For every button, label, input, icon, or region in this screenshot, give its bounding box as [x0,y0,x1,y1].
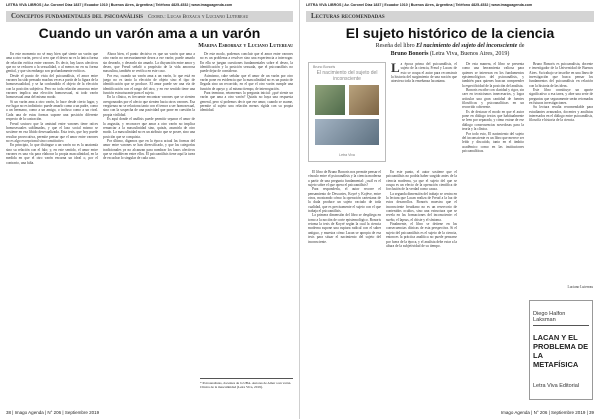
paragraph: La primera dimensión del libro se despliega en torno a la noción de corte epistemológico. Bonoris retoma la tesis de Koyré según la cual la ciencia moderna supone una ruptura radical con el saber antiguo, y muestra cómo Lacan se apropia de esa tesis para situar el nacimiento del sujeto del inconsciente. [308,213,381,244]
book-author-ref: Bruno Bonoris [390,50,429,57]
article-headline: Cuando un varón ama a un varón [38,25,261,41]
author-footnote: * Psicoanalistas, docentes de la UBA. Autores de Amar a un varón. Clínica de la masculinidad (Letra Viva, 2019). [200,378,293,389]
right-page [300,0,600,419]
paragraph: Su lectura resulta recomendable para estudiantes avanzados, docentes y analistas interesados en el diálogo entre psicoanálisis, filosofía e historia de la ciencia. [529,105,593,123]
publisher-ref: (Letra Viva, Buenos Aires, 2019) [428,50,510,57]
section-coordinators: Coord.: Lucas Boxaca y Luciano Lutereau [147,14,249,20]
paragraph: En este punto, el autor sostiene que el psicoanálisis no podría haber surgido antes de la ciencia moderna, ya que el sujeto del que se ocupa es un efecto de la operación científica de forclusión de la verdad como causa. [386,170,457,192]
paragraph: Es de destacar el modo en que el autor pone en diálogo textos que habitualmente se leen por separado, y cómo extrae de ese diálogo consecuencias novedosas para la teoría y la clínica. [462,109,524,132]
paragraph: Freud sostuvo que la amistad entre varones tiene raíces homosexuales sublimadas, y que el lazo social mismo se sostiene en esa libido desexualizada. Esta tesis, que hoy puede resultar provocativa, permite pensar que el amor entre varones no es algo excepcional sino constitutivo. [6,121,98,143]
page-footer: Imago Agenda | N° 206 | Septiembre 2019 | 39 [500,410,594,415]
paragraph: Por último, digamos que en la época actual las formas del amor entre varones se han diversificado, y que las categorías tradicionales ya no alcanzan para nombrar los lazos afectivos que se establecen entre ellos. El psicoanálisis tiene aquí la tarea de escuchar lo singular de cada caso. [103,138,195,161]
page-footer: 38 | Imago Agenda | N° 206 | Septiembre 2019 [6,410,100,415]
ad-publisher: Letra Viva Editorial [533,383,580,389]
text-column-3 [200,52,293,372]
ad-book-title: LACAN Y EL PROBLEMA DE LA METAFÍSICA [533,333,589,369]
paragraph: De esta manera, el libro se presenta como una herramienta valiosa para quienes se interesan en los fundamentos epistemológicos del psicoanálisis, y también para quienes buscan comprender la especificidad de la posición del analista. [462,62,524,88]
cover-title: El nacimiento del sujeto del inconsciente [316,70,378,82]
cover-photo [349,85,379,115]
paragraph: Para terminar, retomemos la pregunta inicial: ¿qué siente un varón que ama a otro varón? Quizás no haya una respuesta general, pero sí podemos decir que ese amor, cuando se asume, permite al sujeto una relación menos rígida con su propia identidad. [200,91,293,113]
paragraph: Bonoris escribe con claridad y rigor, sin caer en tecnicismos innecesarios, y logra articular una gran cantidad de fuentes filosóficas y psicoanalíticas en un recorrido coherente. [462,88,524,110]
cover-publisher: Letra Viva [339,153,355,157]
page-header-strip: LETRA VIVA LIBROS | Av. Coronel Díaz 1837 | Ecuador 1010 | Buenos Aires, Argentina | Teléfono 4825-4532 | www.imagoagenda.com [306,3,533,7]
paragraph: Ahora bien, el punto decisivo es que un varón que ama a otro varón no necesariamente desea a ese varón; puede amarlo sin desearlo, y desearlo sin amarlo. La disyunción entre amor y deseo, que Freud señaló a propósito de la vida amorosa masculina, también se verifica en este caso. [103,52,195,74]
drop-cap: L [391,62,400,75]
book-advertisement [529,300,593,400]
paragraph: Este libro constituye un aporte significativo a esa tarea, y abre una serie de preguntas que seguramente serán retomadas en futuras investigaciones. [529,88,593,106]
subtitle-prefix: Reseña del libro [375,43,417,49]
paragraph: En la clínica, es frecuente encontrar varones que se sienten avergonzados por el afecto que sienten hacia otros varones. Esa vergüenza no se relaciona tanto con el temor a ser homosexual, sino con la sospecha de una pasividad que pone en cuestión la propia virilidad. [103,95,195,117]
reviewer-signature: Luciano Lutereau [567,285,593,289]
section-title: Conceptos fundamentales del psicoanálisis [11,12,144,20]
cover-photo [315,85,345,115]
paragraph: Por eso, cuando un varón ama a un varón, lo que está en juego no es tanto la elección de objeto sino el tipo de identificación que se produce. El amor puede ser una vía de identificación con el rasgo del otro, y en ese sentido tiene una función estructurante para el sujeto. [103,73,195,96]
paragraph: La segunda dimensión del trabajo se centra en la lectura que Lacan realiza de Freud a la luz de estos desarrollos. Bonoris muestra que el inconsciente freudiano no es un reservorio de contenidos ocultos, sino una estructura que se revela en las formaciones del inconsciente: el sueño, el lapsus, el chiste y el síntoma. [386,191,457,222]
section-banner [6,11,293,22]
review-subtitle [308,43,592,58]
text-column-1 [6,52,98,402]
paragraph: Finalmente, el libro se detiene en las consecuencias clínicas de esta perspectiva. Si el sujeto del psicoanálisis es el sujeto de la ciencia, entonces la práctica analítica no puede pensarse por fuera de la época, y el analista debe estar a la altura de la subjetividad de su tiempo. [386,222,457,248]
text-column-3 [462,62,524,402]
text-column-2 [386,170,457,402]
paragraph: Si un varón ama a otro varón, lo hace desde cierto lugar, y ese lugar no es indistinto: puede amarlo como a un padre, como a un hermano, como a un amigo, o incluso como a un rival. Cada una de estas formas supone una posición diferente respecto de la castración. [6,99,98,122]
paragraph: Por todo esto, El nacimiento del sujeto del inconsciente es un libro que merece ser leído y discutido, tanto en el ámbito académico como en las instituciones psicoanalíticas. [462,131,524,153]
paragraph: Es aquí donde el análisis puede permitir separar el amor de la angustia, y reconocer que amar a otro varón no implica renunciar a la masculinidad sino, quizás, asumirla de otro modo. La masculinidad no es un atributo que se posee, sino una posición que se conquista. [103,117,195,139]
paragraph: El libro de Bruno Bonoris nos permite pensar el vínculo entre el psicoanálisis y la ciencia moderna a partir de una pregunta fundamental: ¿cuál es el sujeto sobre el que opera el psicoanálisis? [308,170,381,188]
paragraph: Para responderla, el autor recorre el pensamiento de Descartes, Koyré y Kojève, entre otros, mostrando cómo la operación cartesiana de la duda produce un sujeto vaciado de toda cualidad, que es precisamente el sujeto con el que trabaja el psicoanálisis. [308,187,381,214]
book-cover-image [308,62,386,162]
subtitle-connector: de [517,43,525,49]
section-title: Lecturas recomendadas [311,12,385,20]
article-byline: Marina Esborraz y Luciano Lutereau [198,43,293,49]
paragraph: En este momento no sé muy bien qué siente un varón que ama a otro varón, pero sí creo que el deseo no es la única forma de relación erótica entre varones. Es decir, hay lazos afectivos que no se reducen a la sexualidad, o al menos no en su forma genital, y que sin embargo son profundamente eróticos. [6,52,98,74]
page-header-strip: LETRA VIVA LIBROS | Av. Coronel Díaz 1837 | Ecuador 1010 | Buenos Aires, Argentina | Teléfono 4825-4532 | www.imagoagenda.com [6,3,233,7]
paragraph: De este modo, podemos concluir que el amor entre varones no es un problema a resolver sino una experiencia a interrogar. En ella se juegan cuestiones fundamentales sobre el deseo, la identificación y la posición sexuada, que el psicoanálisis no puede dejar de considerar. [200,52,293,74]
text-column-1 [391,62,457,162]
article-headline: El sujeto histórico de la ciencia [345,25,555,41]
paragraph: a época prima del psicoanálisis, el sujeto de la ciencia, Freud y Lacan: de esto se ocupa el autor para reconstruir la historia del surgimiento de una noción que atraviesa toda la enseñanza lacaniana. [391,62,457,84]
paragraph: En principio, lo que distingue a un varón no es la anatomía sino su relación con el falo; y, en este sentido, el amor entre varones es una vía para elaborar la propia masculinidad, en la medida en que el otro varón encarna un ideal o, por el contrario, una falta. [6,143,98,165]
paragraph: Desde el punto de vista del psicoanálisis, el amor entre varones ha sido pensado muchas veces a partir de la figura de la homosexualidad, y se ha confundido el objeto de la elección con la posición subjetiva. Pero no toda relación amorosa entre varones implica una elección homosexual, ni todo varón homosexual ama del mismo modo. [6,73,98,100]
text-column-1-lower [308,170,381,402]
cover-author: Bruno Bonoris [313,65,336,69]
ad-divider [533,325,589,326]
text-column-4 [529,62,593,282]
cover-photo [315,119,379,145]
ad-author: Diego Halfon Laksman [533,311,566,323]
section-banner [306,11,594,22]
text-column-2 [103,52,195,402]
book-title-ref: El nacimiento del sujeto del inconsciente [416,43,518,49]
paragraph: Bruno Bonoris es psicoanalista, docente e investigador de la Universidad de Buenos Aires. Su trabajo se inscribe en una línea de investigación que busca pensar los fundamentos del psicoanálisis en relación con la historia de las ideas. [529,62,593,88]
paragraph: Asimismo, cabe señalar que el amor de un varón por otro varón pone en evidencia que la masculinidad no es un punto de llegada sino un recorrido, en el que el otro varón cumple una función de apoyo y, al mismo tiempo, de interrogación. [200,73,293,91]
